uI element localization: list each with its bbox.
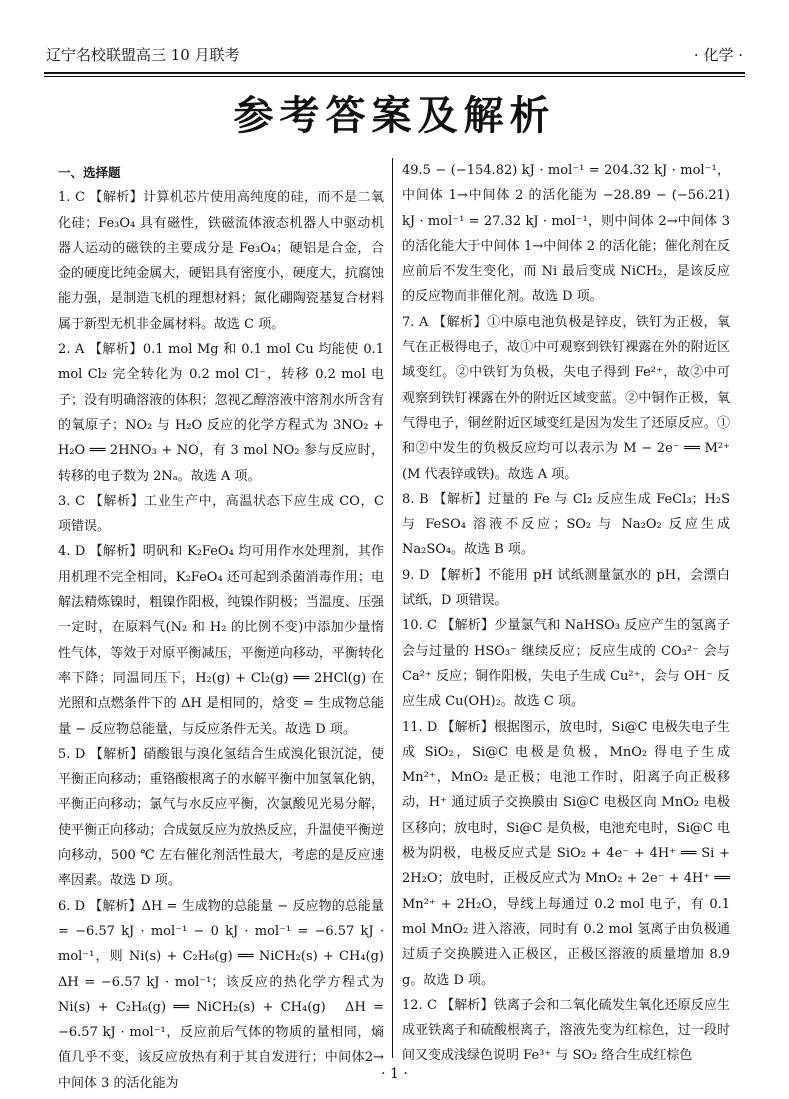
answer-item-5: 5. D 【解析】硝酸银与溴化氢结合生成溴化银沉淀，使平衡正向移动；重铬酸根离子的水解平衡中加氢氧化钠，平衡正向移动；氯气与水反应平衡，次氯酸见光易分解，使平衡正向移动；合成氨反应为放热反应，升温使平衡逆向移动，500 ℃ 左右催化剂活性最大，考虑的是反应速率因素。故选 D 项。 [58,746,384,889]
column-divider [392,158,393,1058]
exam-name: 辽宁名校联盟高三 10 月联考 [46,46,240,64]
page-title: 参考答案及解析 [233,93,556,139]
answer-item-9: 9. D 【解析】不能用 pH 试纸测量氯水的 pH，会漂白试纸，D 项错误。 [402,567,730,609]
answer-item-8: 8. B 【解析】过量的 Fe 与 Cl₂ 反应生成 FeCl₃；H₂S 与 FeSO₄ 溶液不反应；SO₂ 与 Na₂O₂ 反应生成 Na₂SO₄。故选 B 项。 [402,491,730,558]
answer-item-3: 3. C 【解析】工业生产中，高温状态下应生成 CO，C 项错误。 [58,493,384,535]
answer-item-6-cont: 49.5 − (−154.82) kJ · mol⁻¹ = 204.32 kJ · mol⁻¹，中间体 1→中间体 2 的活化能为 −28.89 − (−56.21) kJ · mol⁻¹ = 27.32 kJ · mol⁻¹，则中间体 2→中间体 3 的活化能大于中间体 1→中间体 2 的活化能；催化剂在反应前后不发生变化，而 Ni 最后变成 NiCH₂，是该反应的反应物而非催化剂。故选 D 项。 [402,163,730,305]
answer-item-12: 12. C 【解析】铁离子会和二氧化硫发生氧化还原反应生成亚铁离子和硫酸根离子，溶液先变为红棕色，过一段时间又变成浅绿色说明 Fe³⁺ 与 SO₂ 络合生成红棕色 [402,997,730,1064]
answer-item-2: 2. A 【解析】0.1 mol Mg 和 0.1 mol Cu 均能使 0.1 mol Cl₂ 完全转化为 0.2 mol Cl⁻，转移 0.2 mol 电子；没有明确溶液的体积；忽视乙醇溶液中溶剂水所含有的氧原子；NO₂ 与 H₂O 反应的化学方程式为 3NO₂ + H₂O ══ 2HNO₃ + NO，有 3 mol NO₂ 参与反应时，转移的电子数为 2Nₐ。故选 A 项。 [58,342,384,484]
answer-item-1: 1. C 【解析】计算机芯片使用高纯度的硅，而不是二氧化硅；Fe₃O₄ 具有磁性，铁磁流体液态机器人中驱动机器人运动的磁铁的主要成分是 Fe₃O₄；硬铝是合金，合金的硬度比纯金属大，硬铝具有密度小，硬度大，抗腐蚀能力强，是制造飞机的理想材料；氮化硼陶瓷基复合材料属于新型无机非金属材料。故选 C 项。 [58,190,384,332]
answer-item-11: 11. D 【解析】根据图示，放电时，Si@C 电极失电子生成 SiO₂，Si@C 电极是负极，MnO₂ 得电子生成 Mn²⁺，MnO₂ 是正极；电池工作时，阳离子向正极移动，H⁺ 通过质子交换膜由 Si@C 电极区向 MnO₂ 电极区移向；放电时，Si@C 是负极，电池充电时，Si@C 电极为阴极，电极反应式是 SiO₂ + 4e⁻ + 4H⁺ ══ Si + 2H₂O；放电时，正极反应式为 MnO₂ + 2e⁻ + 4H⁺ ══ Mn²⁺ + 2H₂O，导线上每通过 0.2 mol 电子，有 0.1 mol MnO₂ 进入溶液，同时有 0.2 mol 氢离子由负极通过质子交换膜进入正极区，正极区溶液的质量增加 8.9 g。故选 D 项。 [402,719,730,988]
answer-item-4: 4. D 【解析】明矾和 K₂FeO₄ 均可用作水处理剂，其作用机理不完全相同，K₂FeO₄ 还可起到杀菌消毒作用；电解法精炼镍时，粗镍作阳极，纯镍作阴极；当温度、压强一定时，在原料气(N₂ 和 H₂ 的比例不变)中添加少量惰性气体，等效于对原平衡减压，平衡逆向移动，平衡转化率下降；同温同压下，H₂(g) + Cl₂(g) ══ 2HCl(g) 在光照和点燃条件下的 ΔH 是相同的，焓变 = 生成物总能量 − 反应物总能量，与反应条件无关。故选 D 项。 [58,544,384,737]
left-column [58,160,398,1096]
page-header [44,44,745,66]
answer-item-6: 6. D 【解析】ΔH = 生成物的总能量 − 反应物的总能量 = −6.57 kJ · mol⁻¹ − 0 kJ · mol⁻¹ = −6.57 kJ · mol⁻¹，则 Ni(s) + C₂H₆(g) ══ NiCH₂(s) + CH₄(g) ΔH = −6.57 kJ · mol⁻¹；该反应的热化学方程式为 Ni(s) + C₂H₆(g) ══ NiCH₂(s) + CH₄(g) ΔH = −6.57 kJ · mol⁻¹，反应前后气体的物质的量相同，熵值几乎不变，该反应放热有利于其自发进行；中间体2→中间体 3 的活化能为 [58,898,398,1091]
header-rule-thick [44,72,745,74]
right-column [402,158,730,1069]
page-number: · 1 · [381,1066,408,1082]
header-rule-thin [44,76,745,77]
subject-label: · 化学 · [693,46,743,64]
answer-item-10: 10. C 【解析】少量氯气和 NaHSO₃ 反应产生的氢离子会与过量的 HSO₃⁻ 继续反应；反应生成的 CO₃²⁻ 会与 Ca²⁺ 反应；铜作阳极，失电子生成 Cu²⁺，会与 OH⁻ 反应生成 Cu(OH)₂。故选 C 项。 [402,618,730,710]
answer-item-7: 7. A 【解析】①中原电池负极是锌皮，铁钉为正极，氧气在正极得电子，故①中可观察到铁钉裸露在外的附近区域变红。②中铁钉为负极，失电子得到 Fe²⁺，故②中可观察到铁钉裸露在外的附近区域变蓝。②中铜作正极，氧气得电子，铜丝附近区域变红是因为发生了还原反应。①和②中发生的负极反应均可以表示为 M − 2e⁻ ══ M²⁺ (M 代表锌或铁)。故选 A 项。 [402,314,730,482]
section-title: 一、选择题 [58,165,121,180]
